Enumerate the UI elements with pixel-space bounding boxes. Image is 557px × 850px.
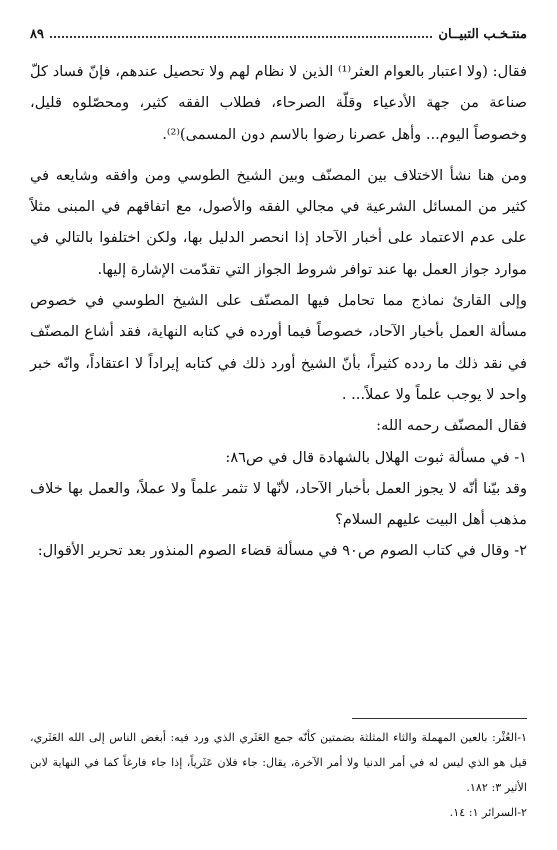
book-title: منتـخـب التبيــان <box>438 27 527 42</box>
paragraph: وإلى القارئ نماذج مما تحامل فيها المصنّف على الشيخ الطوسي في خصوص مسألة العمل بأخبار الآحاد، خصوصاً فيما أورده في كتابه النهاية، فقد أشاع المصنّف في نقد ذلك ما ردده كثيراً، بأنّ الشيخ أورد ذلك في كتابه إيراداً لا اعتقاداً، وانّه خبر واحد لا يوجب علماً ولا عملاً... . <box>30 292 527 403</box>
footnote: ٢-السرائر ١: ١٤. <box>449 806 527 819</box>
paragraph: ٢- وقال في كتاب الصوم ص٩٠ في مسألة قضاء الصوم المنذور بعد تحرير الأقوال: <box>37 542 527 560</box>
footnote-rule <box>352 718 527 719</box>
running-header <box>30 26 527 48</box>
paragraph: فقال المصنّف رحمه الله: <box>376 417 527 435</box>
page-number: ٨٩ <box>30 27 44 42</box>
header-dots <box>50 26 432 38</box>
paragraph: فقال: (ولا اعتبار بالعوام العثر⁽¹⁾ الذين لا نظام لهم ولا تحصيل عندهم، فإنّ فساد كلّ صناعة من جهة الأدعياء وقلّة الصرحاء، فطلاب الفقه كثير، ومحصّلوه قليل، وخصوصاً اليوم... وأهل عصرنا رضوا بالاسم دون المسمى)⁽²⁾. <box>30 63 528 143</box>
paragraph: ١- في مسألة ثبوت الهلال بالشهادة قال في ص٨٦: <box>225 448 527 466</box>
footnotes <box>30 718 527 825</box>
paragraph: ومن هنا نشأ الاختلاف بين المصنّف وبين الشيخ الطوسي ومن وافقه وشايعه في كثير من المسائل الشرعية في مجالي الفقه والأصول، مع اتفاقهم في المبنى مثلاً على عدم الاعتماد على أخبار الآحاد إذا انحصر الدليل بها، ولكن اختلفوا بالتالي في موارد جواز العمل بها عند توافر شروط الجواز التي تقدّمت الإشارة إليها. <box>30 166 527 278</box>
paragraph: وقد بيّنا أنّه لا يجوز العمل بأخبار الآحاد، لأنّها لا تثمر علماً ولا عملاً، والعمل بها خلاف مذهب أهل البيت عليهم السلام؟ <box>30 479 527 529</box>
main-text <box>30 56 527 567</box>
footnote: ١-العُثْر: بالعين المهملة والثاء المثلثة بضمتين كأنّه جمع العَثَري الذي ورد فيه: أبغض الناس إلى الله العَثَري، قيل هو الذي ليس له في أمر الدنيا ولا أمر الآخرة، يقال: جاء فلان عَثَرياً، إذا جاء فارغاً كما في النهاية لابن الأثير ٣: ١٨٢. <box>30 731 527 794</box>
